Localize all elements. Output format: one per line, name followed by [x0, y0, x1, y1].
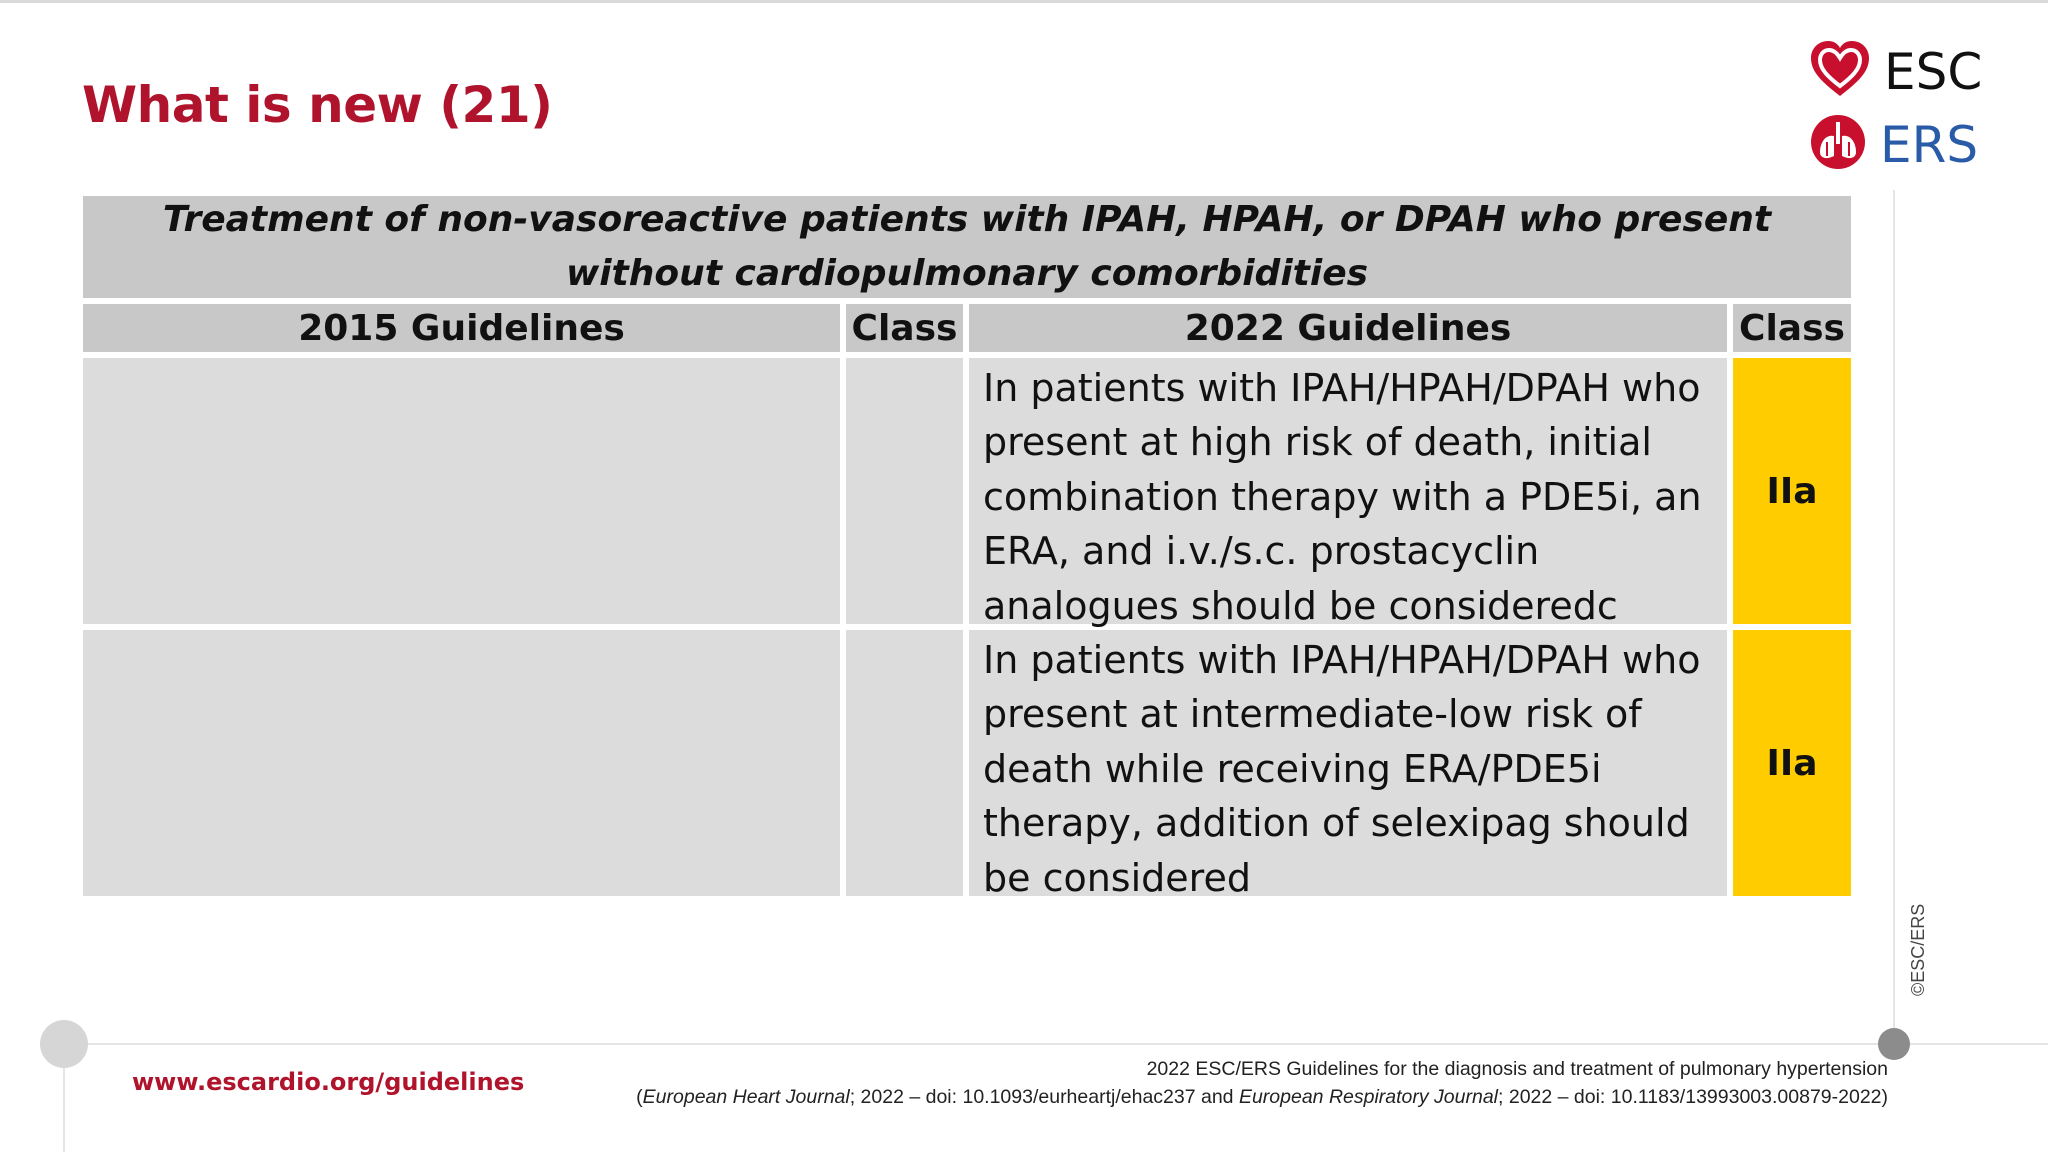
guideline-2022-cell: In patients with IPAH/HPAH/DPAH who present at high risk of death, initial combination therapy with a PDE5i, an ERA, and i.v./s.c. prostacyclin analogues should be consideredc	[969, 358, 1727, 624]
column-header-2022-guidelines: 2022 Guidelines	[969, 304, 1727, 352]
table-row	[83, 358, 1851, 628]
class-2022-badge: IIa	[1733, 358, 1851, 624]
copyright-notice: ©ESC/ERS	[1908, 903, 1928, 996]
ers-logo	[1808, 112, 1978, 177]
table-title: Treatment of non-vasoreactive patients with IPAH, HPAH, or DPAH who present without cardiopulmonary comorbidities	[83, 196, 1851, 298]
journal-erj: European Respiratory Journal	[1238, 1086, 1499, 1108]
table-row	[83, 630, 1851, 900]
esc-logo	[1808, 38, 1982, 105]
column-header-2015-guidelines: 2015 Guidelines	[83, 304, 840, 352]
esc-logo-text: ESC	[1884, 42, 1983, 101]
class-2015-cell	[846, 358, 963, 624]
ers-logo-text: ERS	[1880, 115, 1979, 174]
slide-top-border	[0, 0, 2048, 3]
journal-ehj: European Heart Journal	[642, 1086, 850, 1108]
citation-title: 2022 ESC/ERS Guidelines for the diagnosis and treatment of pulmonary hypertension	[1146, 1058, 1888, 1080]
class-2022-badge: IIa	[1733, 630, 1851, 896]
slide-title: What is new (21)	[82, 76, 553, 134]
footer-dot-left	[40, 1020, 88, 1068]
class-2015-cell	[846, 630, 963, 896]
guideline-2015-cell	[83, 358, 840, 624]
lungs-icon	[1808, 112, 1868, 177]
column-header-class-2015: Class	[846, 304, 963, 352]
guidelines-table	[83, 196, 1851, 900]
citation-references: (European Heart Journal; 2022 – doi: 10.1093/eurheartj/ehac237 and European Respiratory Journal; 2022 – doi: 10.1183/13993003.00879-2022)	[636, 1086, 1888, 1108]
heart-icon	[1808, 38, 1872, 105]
citation	[636, 1055, 1888, 1111]
footer-divider-line	[63, 1043, 2048, 1045]
guideline-2022-cell: In patients with IPAH/HPAH/DPAH who present at intermediate-low risk of death while receiving ERA/PDE5i therapy, addition of selexipag should be considered	[969, 630, 1727, 896]
guidelines-link[interactable]: www.escardio.org/guidelines	[132, 1068, 525, 1096]
table-header-row	[83, 304, 1851, 352]
guideline-2015-cell	[83, 630, 840, 896]
column-header-class-2022: Class	[1733, 304, 1851, 352]
right-divider-line	[1893, 190, 1895, 1045]
logo-block	[1808, 38, 2018, 174]
